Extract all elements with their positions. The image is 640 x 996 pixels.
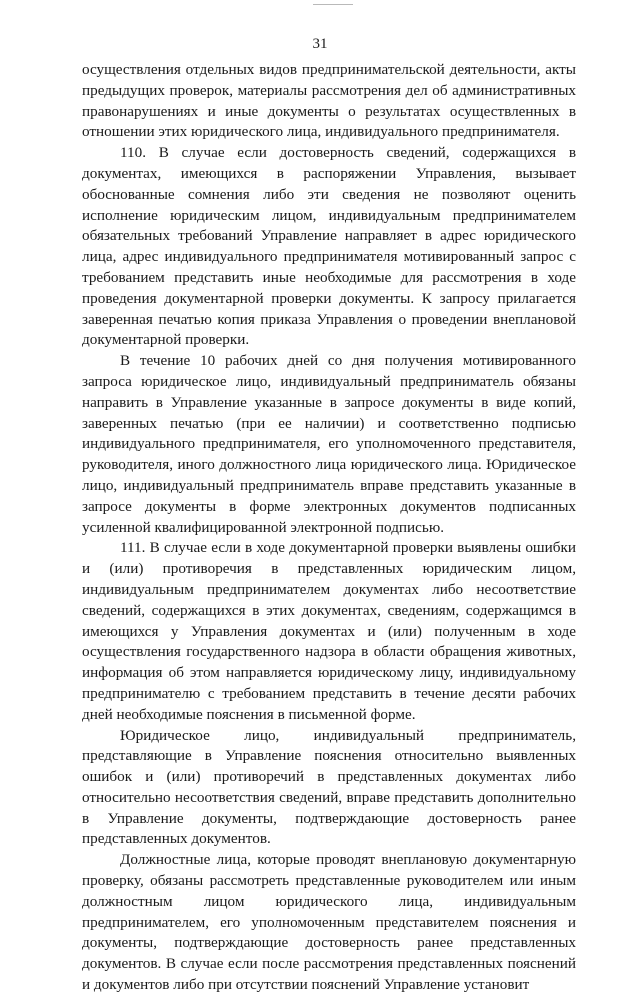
paragraph-111: 111. В случае если в ходе документарной проверки выявлены ошибки и (или) противоречия в представленных юридическим лицом, индивидуальным предпринимателем документах либо несоответствие сведений, содержащихся в этих документах, сведениям, содержащимся в имеющихся у Управления документах и (или) полученным в ходе осуществления государственного надзора в области обращения животных, информация об этом направляется юридическому лицу, индивидуальному предпринимателю с требованием представить в течение десяти рабочих дней необходимые пояснения в письменной форме. (82, 539, 576, 723)
paragraph-response-deadline: В течение 10 рабочих дней со дня получения мотивированного запроса юридическое лицо, индивидуальный предприниматель обязаны направить в Управление указанные в запросе документы в виде копий, заверенных печатью (при ее наличии) и соответственно подписью индивидуального предпринимателя, его уполномоченного представителя, руководителя, иного должностного лица юридического лица. Юридическое лицо, индивидуальный предприниматель вправе представить указанные в запросе документы в форме электронных документов подписанных усиленной квалифицированной электронной подписью. (82, 352, 576, 536)
paragraph-explanations: Юридическое лицо, индивидуальный предприниматель, представляющие в Управление пояснения относительно выявленных ошибок и (или) противоречий в представленных документах либо относительно несоответствия сведений, вправе представить дополнительно в Управление документы, подтверждающие достоверность ранее представленных документов. (82, 726, 576, 848)
paragraph-officials-review: Должностные лица, которые проводят внеплановую документарную проверку, обязаны рассмотреть представленные руководителем или иным должностным лицом юридического лица, индивидуальным предпринимателем, его уполномоченным представителем пояснения и документы, подтверждающие достоверность ранее представленных документов. В случае если после рассмотрения представленных пояснений и документов либо при отсутствии пояснений Управление установит (82, 851, 576, 994)
paragraph-110: 110. В случае если достоверность сведений, содержащихся в документах, имеющихся в распоряжении Управления, вызывает обоснованные сомнения либо эти сведения не позволяют оценить исполнение юридическим лицом, индивидуальным предпринимателем обязательных требований Управление направляет в адрес юридического лица, адрес индивидуального предпринимателя мотивированный запрос с требованием представить иные необходимые для рассмотрения в ходе проведения документарной проверки документы. К запросу прилагается заверенная печатью копия приказа Управления о проведении внеплановой документарной проверки. (82, 144, 576, 349)
document-body (82, 60, 576, 996)
page-number: 31 (312, 36, 328, 52)
top-edge-mark (313, 0, 353, 5)
paragraph-continuation: осуществления отдельных видов предпринимательской деятельности, акты предыдущих проверок, материалы рассмотрения дел об административных правонарушениях и иные документы о результатах осуществленных в отношении этих юридического лица, индивидуального предпринимателя. (82, 61, 576, 141)
